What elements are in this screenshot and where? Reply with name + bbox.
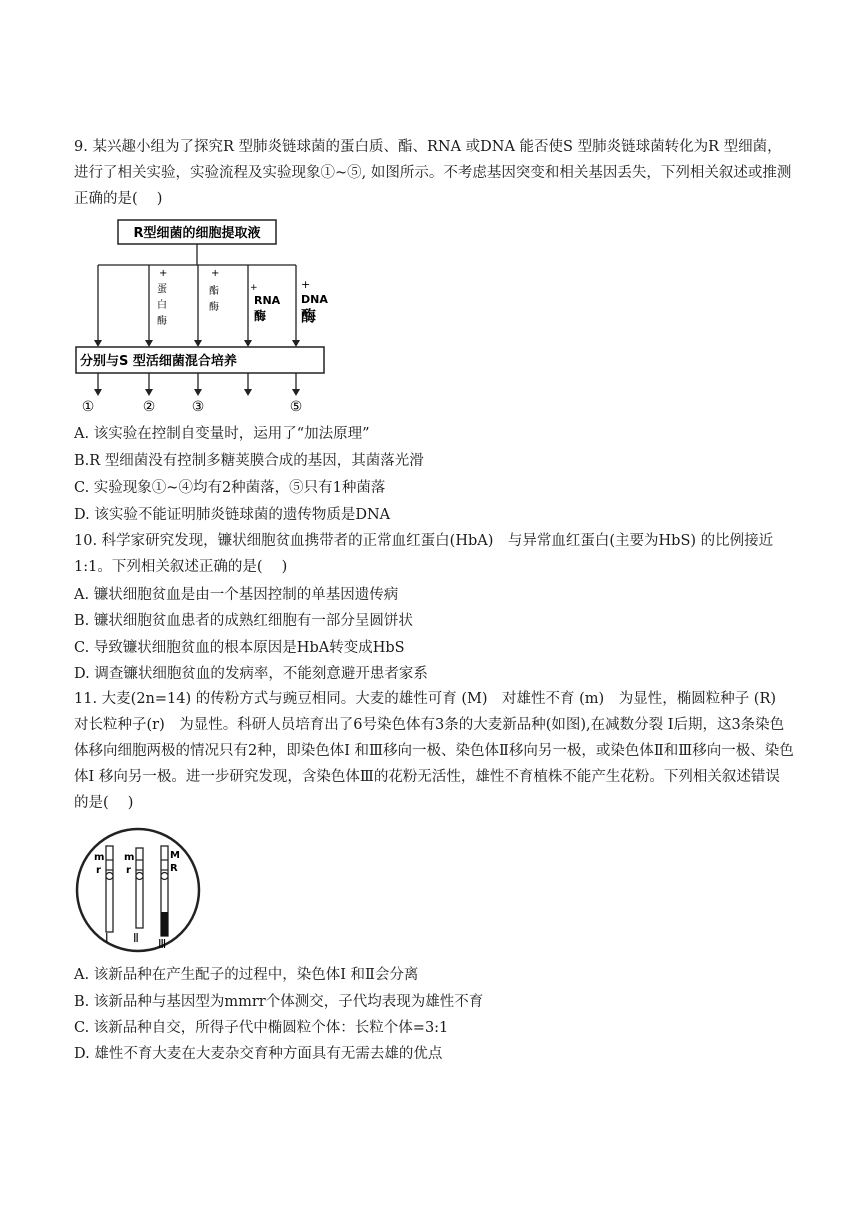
q10-option-b: B. 镰状细胞贫血患者的成熟红细胞有一部分呈圆饼状 <box>74 613 413 629</box>
svg-text:Ⅲ: Ⅲ <box>158 937 167 951</box>
q9-branch2-label <box>209 268 219 313</box>
svg-text:②: ② <box>142 399 156 415</box>
q11-option-b: B. 该新品种与基因型为mmrr个体测交，子代均表现为雄性不育 <box>74 994 484 1010</box>
svg-text:DNA: DNA <box>301 293 328 306</box>
q9-top-box-label: R型细菌的细胞提取液 <box>133 226 261 241</box>
q9-option-a: A. 该实验在控制自变量时，运用了“加法原理” <box>74 426 370 442</box>
svg-text:酶: 酶 <box>254 309 267 323</box>
svg-text:①: ① <box>81 399 95 415</box>
svg-text:③: ③ <box>191 399 205 415</box>
q10-stem: 10. 科学家研究发现，镰状细胞贫血携带者的正常血红蛋白(HbA) 与异常血红蛋白(主要为HbS) 的比例接近1:1。下列相关叙述正确的是( ) <box>74 533 774 575</box>
svg-text:RNA: RNA <box>254 294 281 307</box>
q9-experiment-diagram <box>74 216 334 416</box>
svg-text:酶: 酶 <box>209 302 219 313</box>
svg-text:蛋: 蛋 <box>157 284 167 295</box>
q9-option-c: C. 实验现象①~④均有2种菌落，⑤只有1种菌落 <box>74 480 386 496</box>
q9-option-d: D. 该实验不能证明肺炎链球菌的遗传物质是DNA <box>74 507 391 523</box>
q9-branch3-label <box>250 283 281 323</box>
q9-stem: 9. 某兴趣小组为了探究R 型肺炎链球菌的蛋白质、酯、RNA 或DNA 能否使S 型肺炎链球菌转化为R 型细菌，进行了相关实验，实验流程及实验现象①~⑤, 如图所示。不考虑基因突变和相关基因丢失，下列相关叙述或推测正确的是( ) <box>74 139 792 207</box>
chrom2-gene-m: m <box>124 852 135 863</box>
q11-option-c: C. 该新品种自交，所得子代中椭圆粒个体：长粒个体=3:1 <box>74 1020 449 1036</box>
svg-text:白: 白 <box>157 300 167 311</box>
chrom1-gene-m: m <box>94 852 105 863</box>
chrom3-gene-R: R <box>170 863 178 874</box>
q9-branch1-label <box>157 268 167 327</box>
q11-chromosome-diagram <box>74 826 204 956</box>
svg-text:+: + <box>159 268 168 279</box>
svg-text:+: + <box>211 268 220 279</box>
q10-option-c: C. 导致镰状细胞贫血的根本原因是HbA转变成HbS <box>74 640 405 656</box>
q11-option-d: D. 雄性不育大麦在大麦杂交育种方面具有无需去雄的优点 <box>74 1046 443 1062</box>
chrom3-gene-M: M <box>170 850 180 861</box>
svg-text:⑤: ⑤ <box>289 399 303 415</box>
svg-text:酯: 酯 <box>209 286 219 297</box>
q9-bottom-box-label: 分别与S 型活细菌混合培养 <box>80 354 237 369</box>
svg-text:酶: 酶 <box>301 307 317 325</box>
q11-stem: 11. 大麦(2n=14) 的传粉方式与豌豆相同。大麦的雄性可育 (M) 对雄性不育 (m) 为显性，椭圆粒种子 (R) 对长粒种子(r) 为显性。科研人员培育出了6号染色体有3条的大麦新品种(如图),在减数分裂 Ⅰ后期，这3条染色体移向细胞两极的情况只有2种，即染色体Ⅰ 和Ⅲ移向一极、染色体Ⅱ移向另一极，或染色体Ⅱ和Ⅲ移向一极、染色体Ⅰ 移向另一极。进一步研究发现，含染色体Ⅲ的花粉无活性，雄性不育植株不能产生花粉。下列相关叙述错误的是( ) <box>74 691 794 811</box>
q9-branch4-label <box>301 278 328 325</box>
chrom1-gene-r: r <box>96 865 101 876</box>
svg-text:+: + <box>250 283 258 293</box>
q9-results <box>82 399 303 415</box>
q11-option-a: A. 该新品种在产生配子的过程中，染色体Ⅰ 和Ⅱ会分离 <box>74 967 419 983</box>
q9-option-b: B.R 型细菌没有控制多糖荚膜合成的基因，其菌落光滑 <box>74 453 424 469</box>
q10-option-a: A. 镰状细胞贫血是由一个基因控制的单基因遗传病 <box>74 587 399 603</box>
svg-text:酶: 酶 <box>157 316 167 327</box>
svg-text:Ⅰ: Ⅰ <box>105 931 109 945</box>
svg-text:+: + <box>301 278 311 291</box>
q10-option-d: D. 调查镰状细胞贫血的发病率，不能刻意避开患者家系 <box>74 666 428 682</box>
svg-text:Ⅱ: Ⅱ <box>133 931 139 945</box>
chrom2-gene-r: r <box>126 865 131 876</box>
chromosome-1 <box>106 846 113 932</box>
